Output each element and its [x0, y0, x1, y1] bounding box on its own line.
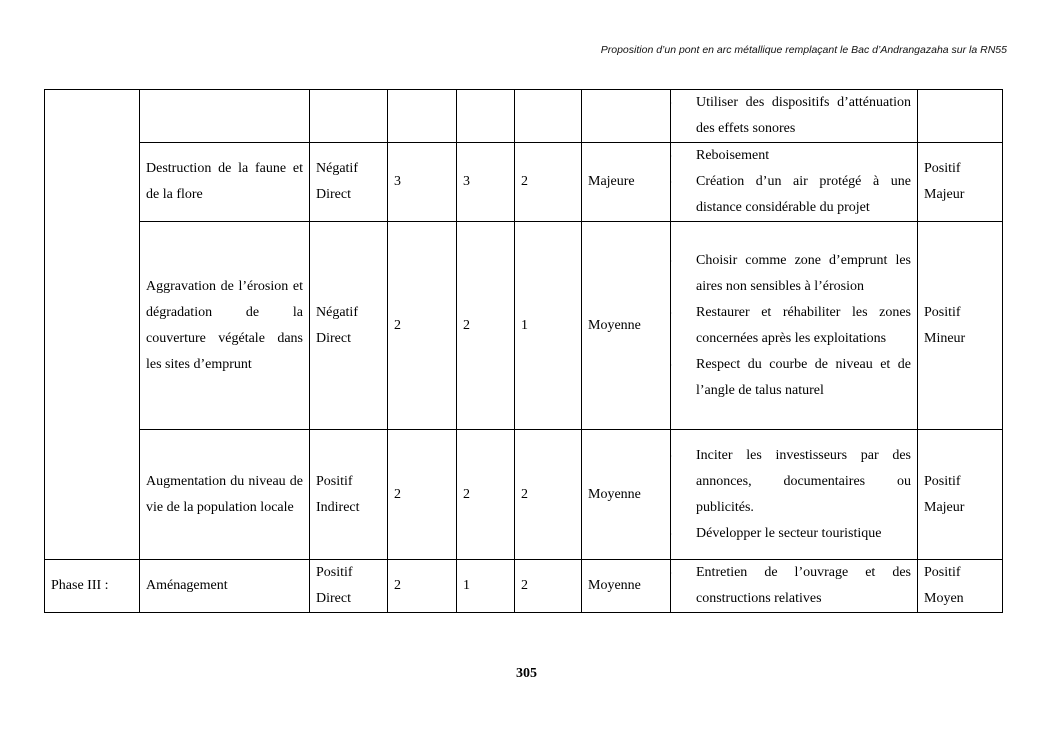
nature-cell: Négatif Direct	[310, 143, 388, 222]
extent-cell: 2	[457, 222, 515, 430]
table-row	[45, 430, 1003, 560]
nature-cell	[310, 90, 388, 143]
impact-cell: Augmentation du niveau de vie de la population locale	[140, 430, 310, 560]
extent-cell	[457, 90, 515, 143]
measure-item: - Respect du courbe de niveau et de l’angle de talus naturel	[677, 352, 911, 404]
nature-cell: Négatif Direct	[310, 222, 388, 430]
importance-cell	[582, 90, 671, 143]
residual-cell: Positif Majeur	[918, 430, 1003, 560]
table-row	[45, 222, 1003, 430]
measures-cell	[671, 143, 918, 222]
table-row	[45, 90, 1003, 143]
measures-cell	[671, 560, 918, 613]
extent-cell: 1	[457, 560, 515, 613]
residual-cell: Positif Mineur	[918, 222, 1003, 430]
duration-cell: 2	[515, 430, 582, 560]
residual-cell	[918, 90, 1003, 143]
measures-cell	[671, 90, 918, 143]
intensity-cell: 3	[388, 143, 457, 222]
residual-cell: Positif Moyen	[918, 560, 1003, 613]
duration-cell: 2	[515, 560, 582, 613]
page-number: 305	[516, 666, 537, 681]
intensity-cell	[388, 90, 457, 143]
residual-cell: Positif Majeur	[918, 143, 1003, 222]
measure-item: - Utiliser des dispositifs d’atténuation des effets sonores	[677, 90, 911, 142]
importance-cell: Moyenne	[582, 222, 671, 430]
extent-cell: 3	[457, 143, 515, 222]
importance-cell: Moyenne	[582, 560, 671, 613]
nature-cell: Positif Direct	[310, 560, 388, 613]
phase-cell: Phase III :	[45, 560, 140, 613]
measure-item: - Reboisement	[677, 143, 911, 169]
impact-cell: Aménagement	[140, 560, 310, 613]
impact-assessment-table	[44, 89, 1003, 613]
impact-cell: Destruction de la faune et de la flore	[140, 143, 310, 222]
importance-cell: Moyenne	[582, 430, 671, 560]
measures-cell	[671, 222, 918, 430]
intensity-cell: 2	[388, 560, 457, 613]
intensity-cell: 2	[388, 430, 457, 560]
measures-cell	[671, 430, 918, 560]
measure-item: - Entretien de l’ouvrage et des constructions relatives	[677, 560, 911, 612]
phase-cell	[45, 90, 140, 560]
duration-cell	[515, 90, 582, 143]
measure-item: - Développer le secteur touristique	[677, 521, 911, 547]
running-header: Proposition d’un pont en arc métallique remplaçant le Bac d’Andrangazaha sur la RN55	[600, 44, 1007, 56]
extent-cell: 2	[457, 430, 515, 560]
measure-item: - Inciter les investisseurs par des annonces, documentaires ou publicités.	[677, 443, 911, 521]
importance-cell: Majeure	[582, 143, 671, 222]
table-row	[45, 143, 1003, 222]
table-row	[45, 560, 1003, 613]
measure-item: - Restaurer et réhabiliter les zones concernées après les exploitations	[677, 300, 911, 352]
nature-cell: Positif Indirect	[310, 430, 388, 560]
intensity-cell: 2	[388, 222, 457, 430]
duration-cell: 2	[515, 143, 582, 222]
measure-item: - Choisir comme zone d’emprunt les aires non sensibles à l’érosion	[677, 248, 911, 300]
measure-item: - Création d’un air protégé à une distance considérable du projet	[677, 169, 911, 221]
impact-cell: Aggravation de l’érosion et dégradation de la couverture végétale dans les sites d’emprunt	[140, 222, 310, 430]
duration-cell: 1	[515, 222, 582, 430]
impact-cell	[140, 90, 310, 143]
